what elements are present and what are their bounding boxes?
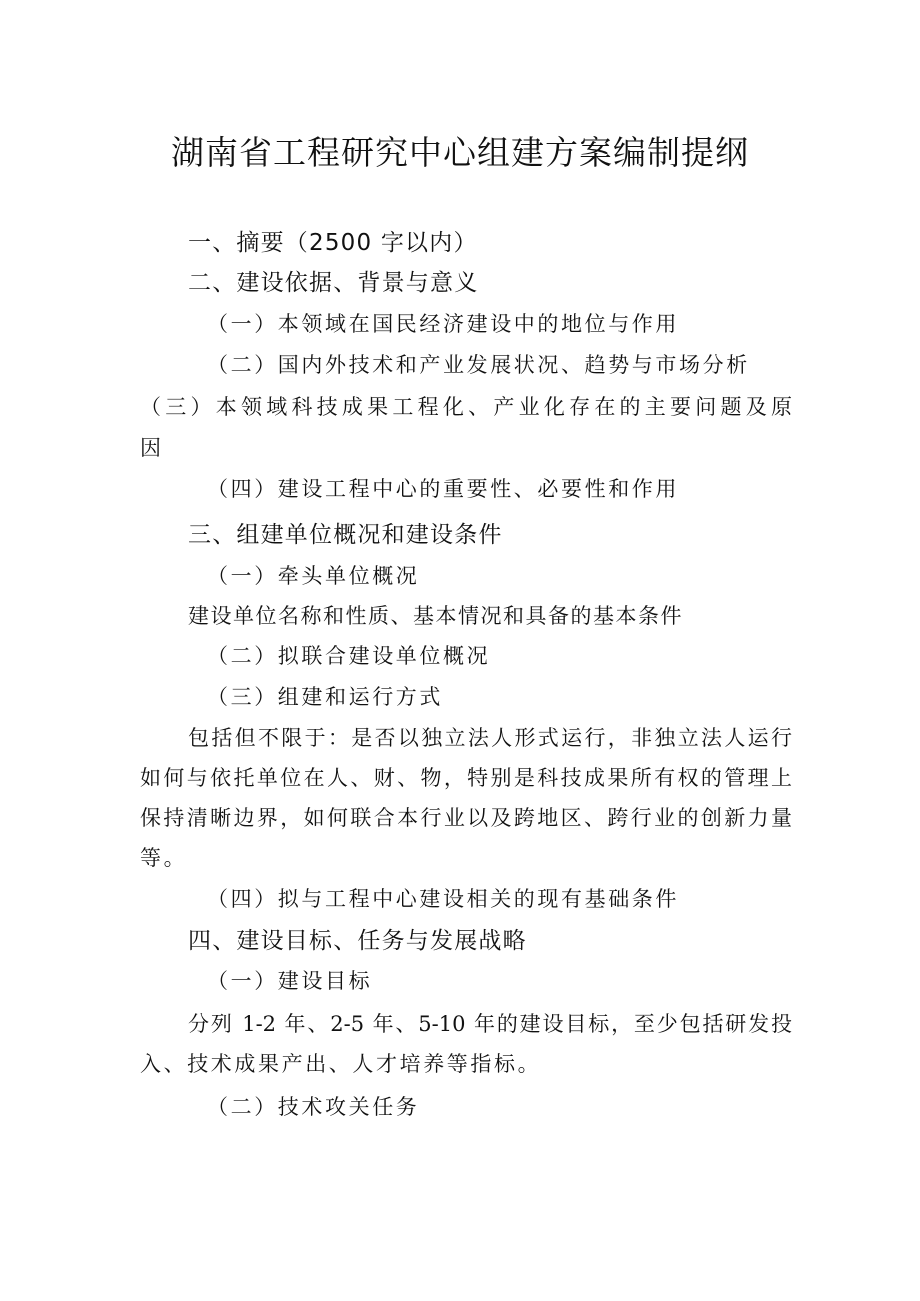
section-heading-organization: 三、组建单位概况和建设条件 [188,522,503,548]
paragraph-4-1-line1: 分列 1-2 年、2-5 年、5-10 年的建设目标，至少包括研发投 [188,1012,792,1036]
paragraph-4-1-line2: 入、技术成果产出、人才培养等指标。 [140,1052,542,1076]
paragraph-3-3-line4: 等。 [140,846,188,870]
paragraph-3-3-line2: 如何与依托单位在人、财、物，特别是科技成果所有权的管理上 [140,766,792,790]
subsection-2-4: （四）建设工程中心的重要性、必要性和作用 [207,477,679,501]
document-title: 湖南省工程研究中心组建方案编制提纲 [171,133,749,172]
subsection-2-3-line1: （三）本领域科技成果工程化、产业化存在的主要问题及原 [140,395,792,419]
subsection-3-3: （三）组建和运行方式 [207,685,443,709]
subsection-3-1: （一）牵头单位概况 [207,564,420,588]
subsection-4-2: （二）技术攻关任务 [207,1095,420,1119]
paragraph-3-3-line1: 包括但不限于：是否以独立法人形式运行，非独立法人运行 [188,726,792,750]
subsection-3-2: （二）拟联合建设单位概况 [207,644,491,668]
subsection-4-1: （一）建设目标 [207,969,373,993]
section-heading-abstract: 一、摘要（2500 字以内） [188,230,478,256]
subsection-2-2: （二）国内外技术和产业发展状况、趋势与市场分析 [207,353,750,377]
section-heading-goals: 四、建设目标、任务与发展战略 [188,928,527,954]
subsection-2-1: （一）本领域在国民经济建设中的地位与作用 [207,312,679,336]
section-heading-basis: 二、建设依据、背景与意义 [188,270,479,296]
subsection-3-4: （四）拟与工程中心建设相关的现有基础条件 [207,887,679,911]
paragraph-3-3-line3: 保持清晰边界，如何联合本行业以及跨地区、跨行业的创新力量 [140,806,792,830]
subsection-2-3-line2: 因 [140,436,164,460]
paragraph-3-1: 建设单位名称和性质、基本情况和具备的基本条件 [188,604,683,628]
